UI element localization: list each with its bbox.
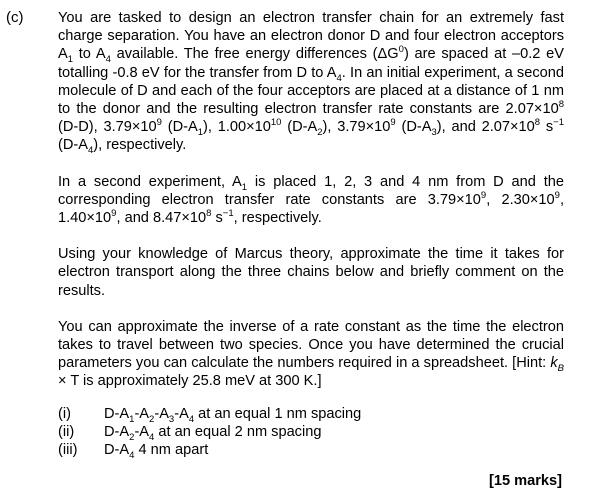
subscript: 4 bbox=[88, 145, 94, 157]
paragraph-intro bbox=[58, 9, 564, 155]
subscript: 1 bbox=[67, 54, 74, 66]
subscript: 1 bbox=[241, 181, 248, 193]
superscript: 8 bbox=[206, 208, 212, 220]
text-run: (D-A bbox=[395, 119, 432, 136]
text-run: (D-A bbox=[281, 119, 318, 136]
subscript: 1 bbox=[197, 127, 204, 139]
superscript: 9 bbox=[390, 117, 396, 129]
text-run: ), 1.00×10 bbox=[203, 119, 271, 136]
text-run: to A bbox=[73, 46, 106, 63]
text-run: × T is approximately 25.8 meV at 300 K.] bbox=[58, 373, 322, 390]
superscript: 8 bbox=[534, 117, 541, 129]
text-run: is placed 1, 2, 3 and 4 nm from D and the corresponding electron transfer rate constants are 3.79×10 bbox=[58, 173, 564, 208]
item-text: $D-A_4$ 4 nm apart bbox=[104, 442, 209, 461]
superscript: −1 bbox=[553, 117, 564, 129]
text-run: , 1.40×10 bbox=[58, 191, 564, 227]
subscript: B bbox=[557, 363, 564, 375]
text-run: ), 3.79×10 bbox=[322, 119, 391, 136]
chain-list bbox=[58, 405, 564, 460]
text-run: (D-A bbox=[161, 119, 198, 136]
subscript: 4 bbox=[105, 54, 111, 66]
superscript: −1 bbox=[222, 208, 234, 220]
superscript: 9 bbox=[554, 189, 560, 201]
text-run: . In an initial experiment, a second molecule of D and each of the four acceptors are placed at a distance of 1 nm to the donor and the resulting electron transfer rate constants are 2.07×10 bbox=[58, 64, 564, 118]
subscript: 2 bbox=[317, 127, 323, 139]
text-run: available. The free energy differences (ΔG bbox=[110, 46, 399, 63]
text-run: In a second experiment, A bbox=[58, 173, 242, 190]
text-run: , respectively. bbox=[233, 210, 322, 227]
text-run: You are tasked to design an electron transfer chain for an extremely fast charge separation. You have an electron donor D and four electron acceptors A bbox=[58, 10, 564, 63]
text-run: s bbox=[211, 210, 223, 227]
text-run: s bbox=[540, 119, 554, 136]
item-number: (ii) bbox=[58, 423, 75, 440]
paragraph-marcus-theory: Using your knowledge of Marcus theory, approximate the time it takes for electron transport along the three chains below and briefly comment on the results. bbox=[58, 246, 564, 299]
item-number: (iii) bbox=[58, 442, 78, 459]
superscript: 9 bbox=[111, 208, 117, 220]
list-item bbox=[58, 423, 564, 441]
superscript: 10 bbox=[270, 117, 282, 129]
subscript: 3 bbox=[431, 127, 437, 139]
superscript: 9 bbox=[156, 117, 162, 129]
text-run: ) are spaced at –0.2 eV totalling -0.8 eV for the transfer from D to A bbox=[58, 46, 564, 81]
italic-k: k bbox=[550, 355, 558, 372]
subscript: 4 bbox=[336, 72, 342, 84]
text-run: , and 8.47×10 bbox=[116, 210, 207, 227]
question-label: (c) bbox=[6, 9, 24, 26]
question-body bbox=[58, 9, 564, 459]
list-item bbox=[58, 441, 564, 459]
item-text: $D-A_1-A_2-A_3-A_4$ at an equal 1 nm spacing bbox=[104, 405, 362, 425]
text-run: ), respectively. bbox=[93, 137, 187, 154]
paragraph-hint bbox=[58, 318, 564, 391]
text-run: (D-A bbox=[58, 137, 88, 154]
superscript: 9 bbox=[480, 189, 487, 201]
superscript: 8 bbox=[558, 99, 564, 111]
paragraph-second-experiment bbox=[58, 173, 564, 228]
item-text: $D-A_2-A_4$ at an equal 2 nm spacing bbox=[104, 423, 322, 443]
text-run: (D-D), 3.79×10 bbox=[58, 119, 157, 136]
superscript: 0 bbox=[398, 44, 404, 56]
item-number: (i) bbox=[58, 405, 71, 422]
text-run: ), and 2.07×10 bbox=[436, 119, 535, 136]
text-run: , 2.30×10 bbox=[486, 191, 555, 208]
text-run: You can approximate the inverse of a rate constant as the time the electron takes to travel between two species. Once you have determined the crucial parameters you can calculate the numbers required in a spreadsheet. [Hint: bbox=[58, 318, 564, 372]
marks-label: [15 marks] bbox=[488, 473, 562, 489]
list-item bbox=[58, 405, 564, 423]
